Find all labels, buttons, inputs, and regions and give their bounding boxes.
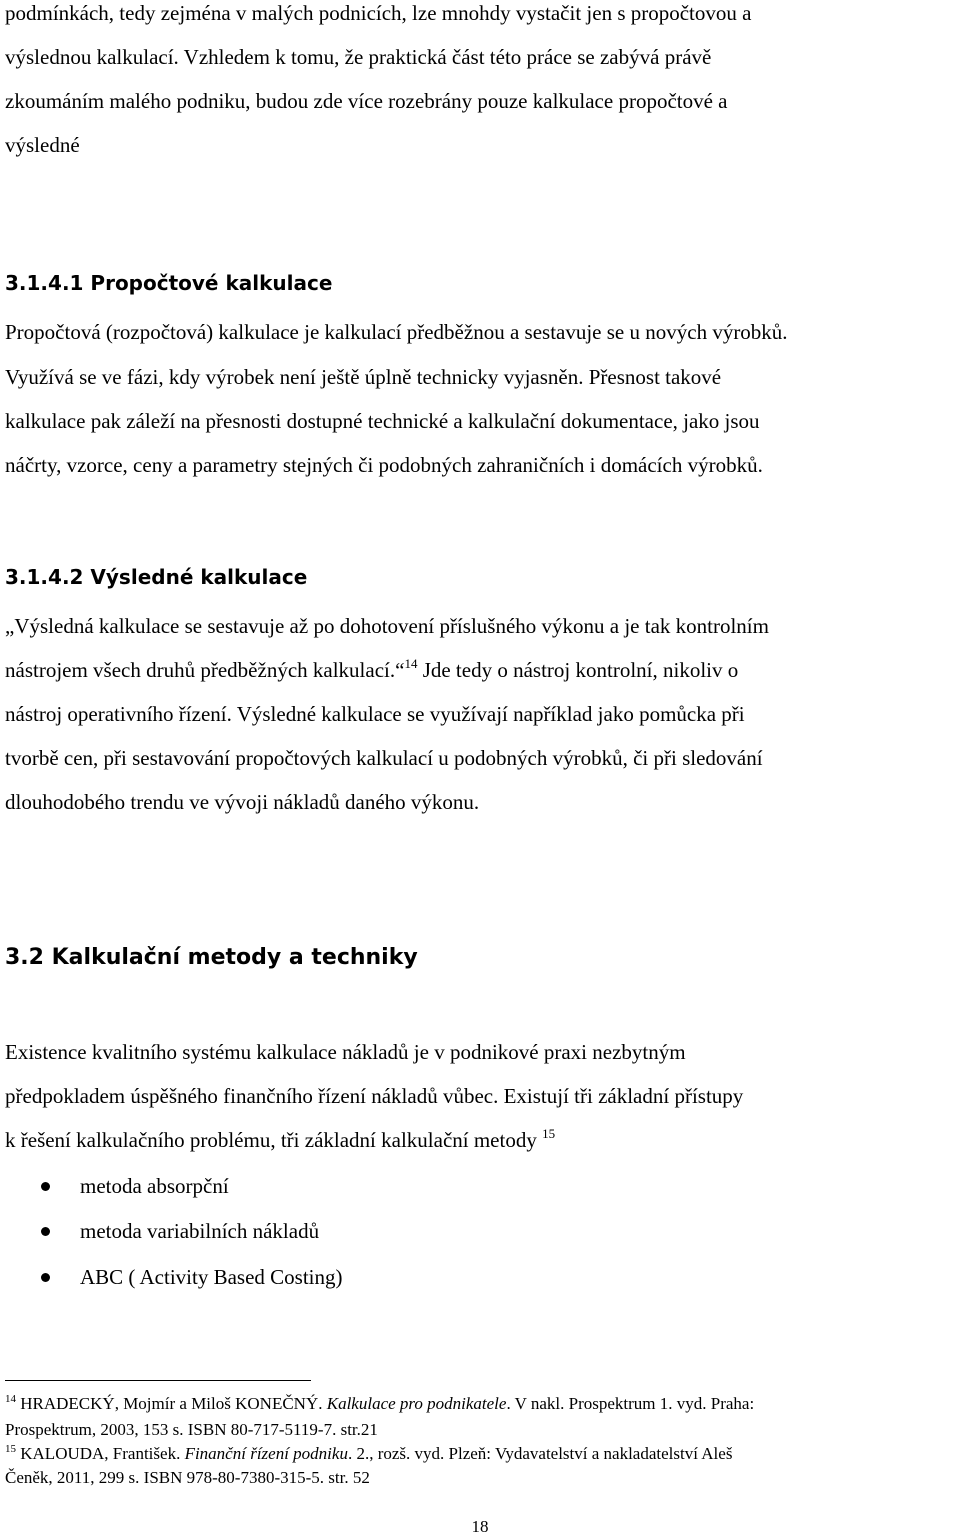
footnote-number: 15 bbox=[5, 1443, 16, 1455]
footnote-14-line2: Prospektrum, 2003, 153 s. ISBN 80-717-5119-7. str.21 bbox=[5, 1420, 378, 1439]
citation-title: Finanční řízení podniku bbox=[184, 1444, 348, 1463]
body-text-line: Propočtová (rozpočtová) kalkulace je kalkulací předběžnou a sestavuje se u nových výrobků. bbox=[5, 320, 788, 344]
footnote-text: HRADECKÝ, Mojmír a Miloš KONEČNÝ. bbox=[16, 1394, 327, 1413]
body-text-line: „Výsledná kalkulace se sestavuje až po dohotovení příslušného výkonu a je tak kontrolním bbox=[5, 614, 769, 638]
footnote-separator bbox=[5, 1380, 311, 1381]
citation-title: Kalkulace pro podnikatele bbox=[326, 1394, 507, 1413]
bullet-text: metoda variabilních nákladů bbox=[80, 1219, 320, 1243]
body-text-line: tvorbě cen, při sestavování propočtových kalkulací u podobných výrobků, či při sledování bbox=[5, 746, 763, 770]
body-text: k řešení kalkulačního problému, tři základní kalkulační metody bbox=[5, 1128, 543, 1152]
body-text-line: kalkulace pak záleží na přesnosti dostupné technické a kalkulační dokumentace, jako jsou bbox=[5, 409, 760, 433]
body-text-line: nástroj operativního řízení. Výsledné kalkulace se využívají například jako pomůcka při bbox=[5, 702, 745, 726]
footnote-text: KALOUDA, František. bbox=[16, 1444, 185, 1463]
body-text: Jde tedy o nástroj kontrolní, nikoliv o bbox=[417, 658, 739, 682]
body-text-line: předpokladem úspěšného finančního řízení nákladů vůbec. Existují tři základní přístupy bbox=[5, 1084, 744, 1108]
body-text-line bbox=[5, 657, 738, 686]
footnote-ref-14[interactable]: 14 bbox=[404, 656, 418, 671]
body-text-line: Využívá se ve fázi, kdy výrobek není ještě úplně technicky vyjasněn. Přesnost takové bbox=[5, 365, 722, 389]
footnote-15 bbox=[5, 1443, 732, 1467]
bullet-icon bbox=[41, 1273, 50, 1282]
footnote-number: 14 bbox=[5, 1393, 16, 1405]
footnote-14 bbox=[5, 1393, 754, 1417]
quote-text: nástrojem všech druhů předběžných kalkulací.“ bbox=[5, 658, 405, 682]
body-text-line: výsledné bbox=[5, 133, 80, 157]
bullet-icon bbox=[41, 1227, 50, 1236]
body-text-line: dlouhodobého trendu ve vývoji nákladů daného výkonu. bbox=[5, 790, 480, 814]
footnote-ref-15[interactable]: 15 bbox=[542, 1126, 556, 1141]
bullet-text: metoda absorpční bbox=[80, 1174, 229, 1198]
body-text-line: Existence kvalitního systému kalkulace nákladů je v podnikové praxi nezbytným bbox=[5, 1040, 686, 1064]
footnote-15-line2: Čeněk, 2011, 299 s. ISBN 978-80-7380-315-5. str. 52 bbox=[5, 1468, 370, 1487]
section-heading-32: 3.2 Kalkulační metody a techniky bbox=[5, 945, 418, 970]
bullet-text: ABC ( Activity Based Costing) bbox=[80, 1265, 343, 1289]
body-text-line: výslednou kalkulací. Vzhledem k tomu, že praktická část této práce se zabývá právě bbox=[5, 45, 712, 69]
section-heading-3141: 3.1.4.1 Propočtové kalkulace bbox=[5, 271, 333, 295]
footnote-text: . 2., rozš. vyd. Plzeň: Vydavatelství a nakladatelství Aleš bbox=[347, 1444, 733, 1463]
page-number: 18 bbox=[471, 1517, 489, 1536]
footnote-text: . V nakl. Prospektrum 1. vyd. Praha: bbox=[506, 1394, 755, 1413]
section-heading-3142: 3.1.4.2 Výsledné kalkulace bbox=[5, 565, 308, 589]
bullet-icon bbox=[41, 1182, 50, 1191]
body-text-line: podmínkách, tedy zejména v malých podnicích, lze mnohdy vystačit jen s propočtovou a bbox=[5, 1, 752, 25]
body-text-line bbox=[5, 1127, 555, 1156]
body-text-line: náčrty, vzorce, ceny a parametry stejných či podobných zahraničních i domácích výrobků. bbox=[5, 453, 763, 477]
body-text-line: zkoumáním malého podniku, budou zde více rozebrány pouze kalkulace propočtové a bbox=[5, 89, 728, 113]
